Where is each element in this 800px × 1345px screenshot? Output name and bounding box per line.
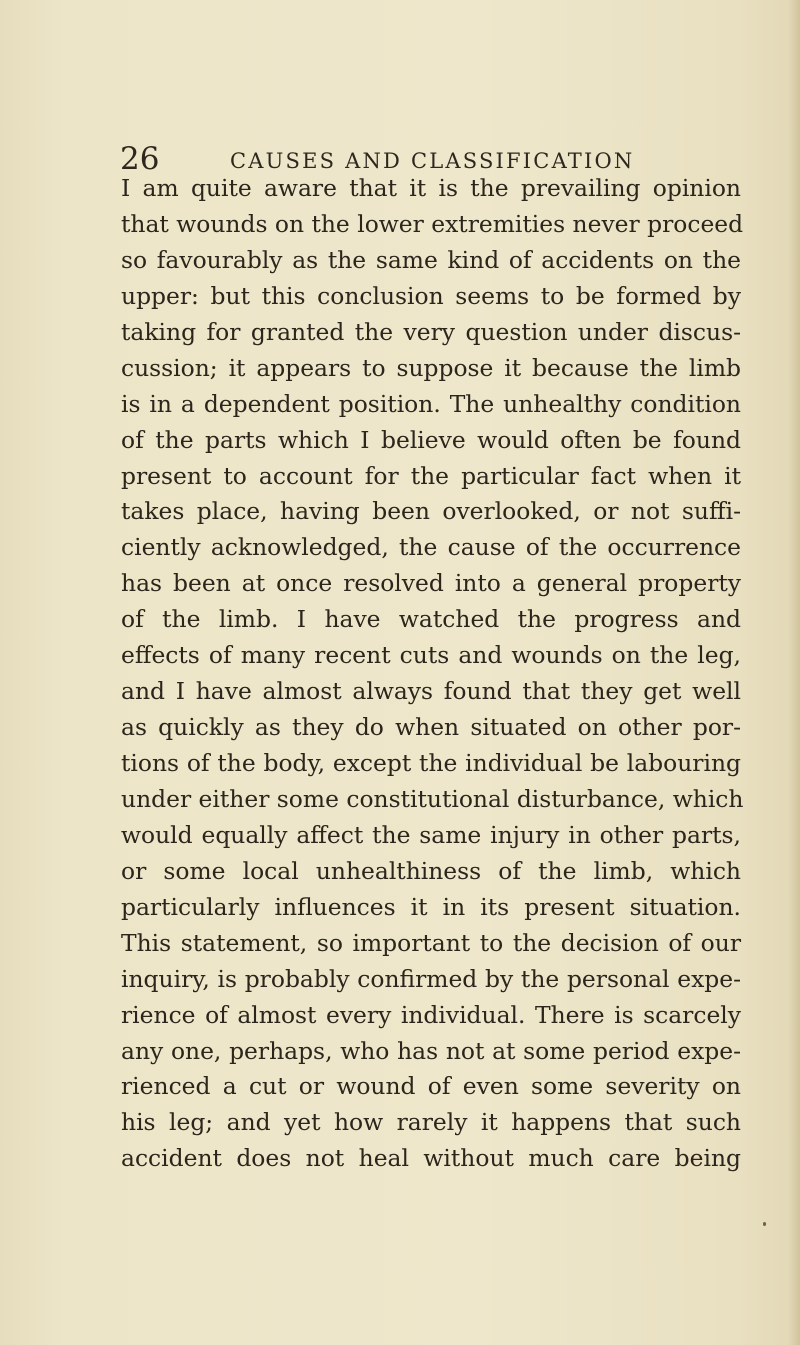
text-line: as quickly as they do when situated on other por- [121,713,741,742]
text-line: upper: but this conclusion seems to be formed by [121,281,741,310]
text-line: present to account for the particular fact when it [121,461,741,490]
text-line: would equally affect the same injury in other parts, [121,820,741,849]
text-line: has been at once resolved into a general property [121,569,741,598]
text-line: of the parts which I believe would often be found [121,425,741,454]
body-text [121,170,744,1176]
text-line: that wounds on the lower extremities never proceed [121,209,744,238]
text-line: his leg; and yet how rarely it happens that such [121,1108,741,1137]
running-title: CAUSES AND CLASSIFICATION [230,149,635,173]
text-line: I am quite aware that it is the prevailing opinion [121,174,741,202]
text-line: under either some constitutional disturbance, which [121,784,744,813]
text-line: effects of many recent cuts and wounds on the leg, [121,641,741,670]
page-edge-shadow [788,0,800,1345]
ink-speck [763,1222,766,1226]
text-line: any one, perhaps, who has not at some period expe- [121,1036,741,1065]
text-line: and I have almost always found that they get well [121,677,741,706]
text-line: ciently acknowledged, the cause of the occurrence [121,533,741,562]
text-line: inquiry, is probably confirmed by the personal expe- [121,964,741,993]
text-line: rienced a cut or wound of even some severity on [121,1072,741,1101]
text-line: particularly influences it in its present situation. [121,892,741,921]
page-number: 26 [120,141,160,177]
text-line: taking for granted the very question under discus- [121,317,741,346]
text-line: or some local unhealthiness of the limb, which [121,856,741,885]
text-line: This statement, so important to the decision of our [121,928,741,957]
text-line: rience of almost every individual. There is scarcely [121,1000,741,1029]
text-line: cussion; it appears to suppose it because the limb [121,353,741,382]
text-line: so favourably as the same kind of accidents on the [121,245,741,274]
text-line: tions of the body, except the individual be labouring [121,749,741,777]
text-line: accident does not heal without much care being [121,1144,741,1173]
text-line: takes place, having been overlooked, or not suffi- [121,497,741,526]
text-line: is in a dependent position. The unhealthy condition [121,389,741,418]
text-line: of the limb. I have watched the progress and [121,605,741,634]
